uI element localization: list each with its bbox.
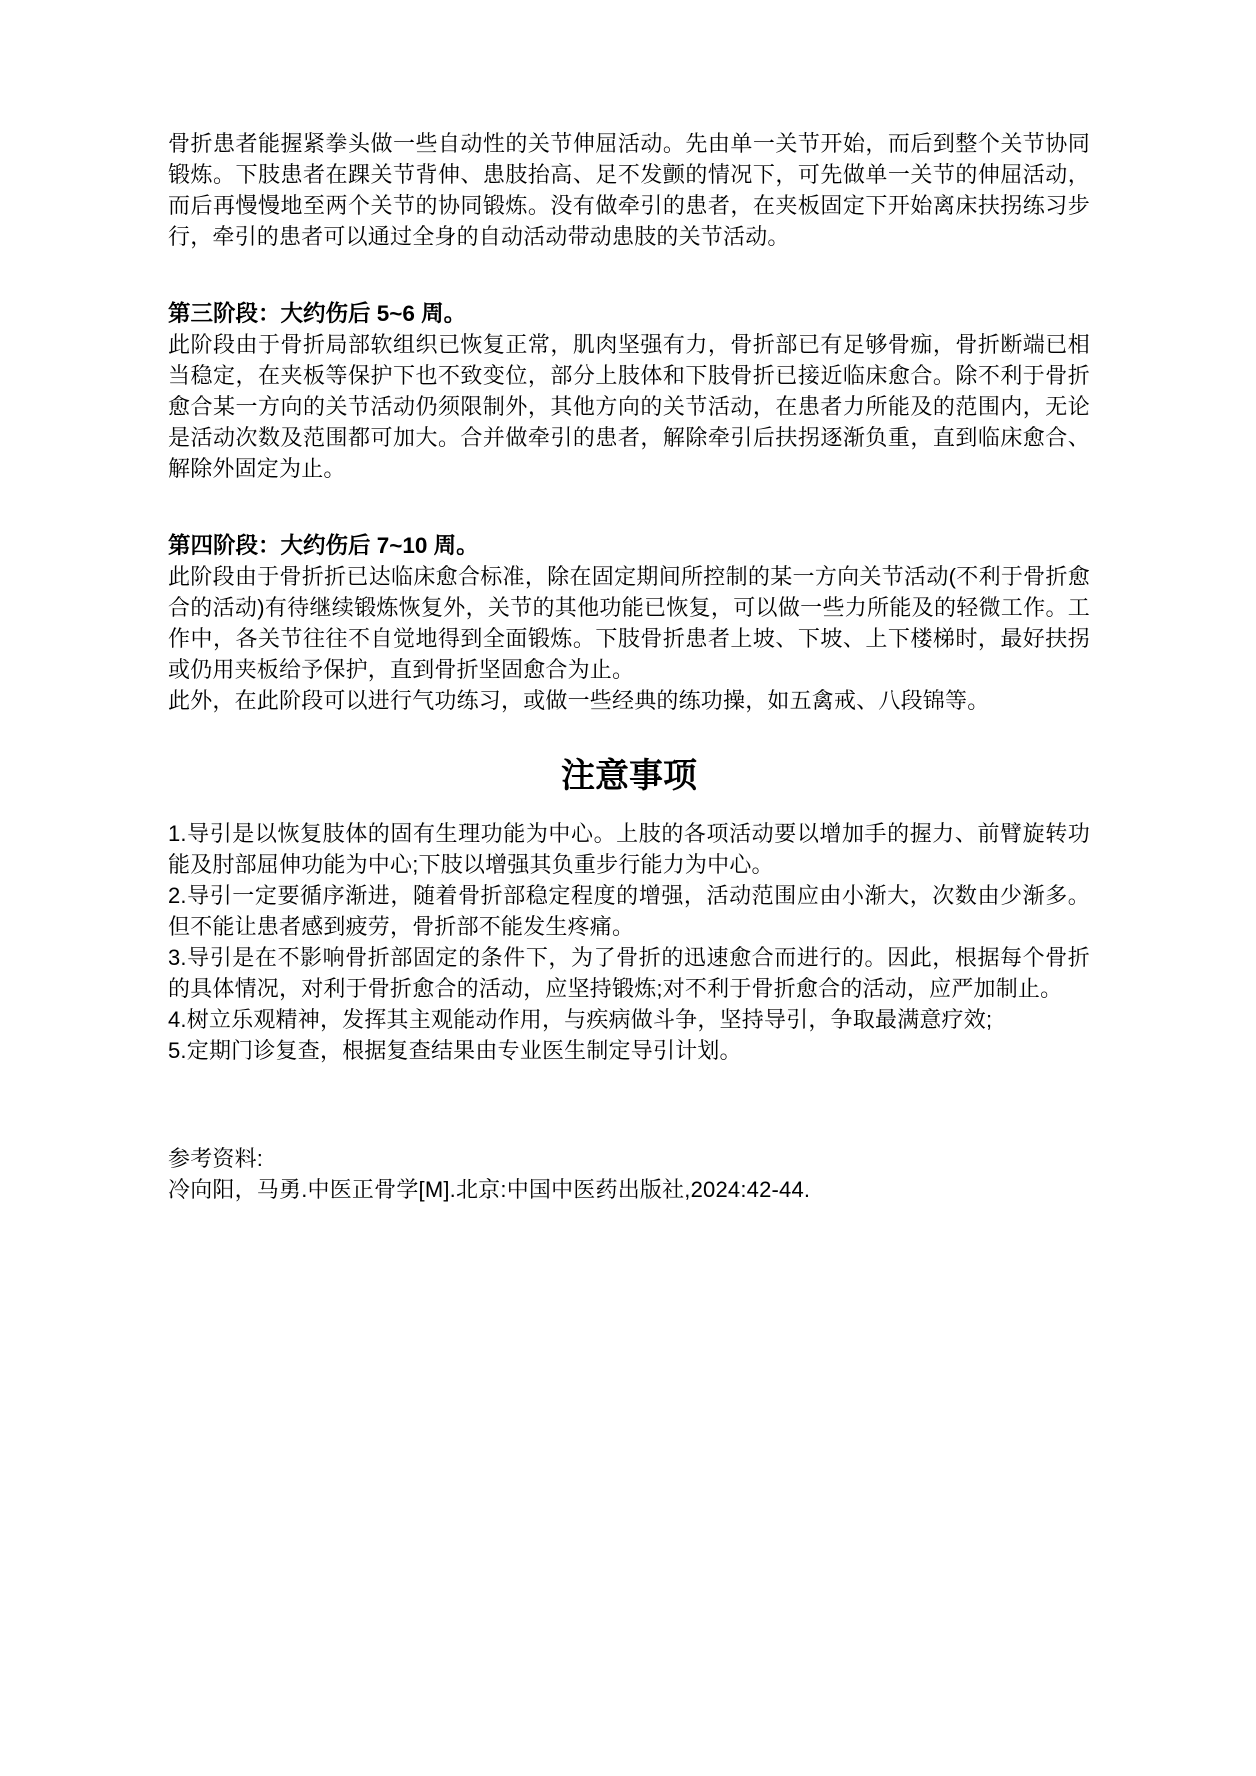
- references-section: [168, 1143, 1090, 1205]
- document-content: [168, 128, 1090, 1205]
- note-item-5: 5.定期门诊复查，根据复查结果由专业医生制定导引计划。: [168, 1038, 742, 1063]
- stage4-heading: 第四阶段：大约伤后 7~10 周。: [168, 533, 479, 558]
- note-item-1: 1.导引是以恢复肢体的固有生理功能为中心。上肢的各项活动要以增加手的握力、前臂旋转功能及肘部屈伸功能为中心;下肢以增强其负重步行能力为中心。: [168, 821, 1090, 877]
- intro-paragraph: 骨折患者能握紧拳头做一些自动性的关节伸屈活动。先由单一关节开始，而后到整个关节协同锻炼。下肢患者在踝关节背伸、患肢抬高、足不发颤的情况下，可先做单一关节的伸屈活动，而后再慢慢地至两个关节的协同锻炼。没有做牵引的患者，在夹板固定下开始离床扶拐练习步行，牵引的患者可以通过全身的自动活动带动患肢的关节活动。: [168, 131, 1090, 249]
- notes-heading: 注意事项: [561, 757, 697, 795]
- stage4-extra-paragraph: 此外，在此阶段可以进行气功练习，或做一些经典的练功操，如五禽戒、八段锦等。: [168, 688, 990, 713]
- references-label: 参考资料:: [168, 1146, 264, 1171]
- note-item-2: 2.导引一定要循序渐进，随着骨折部稳定程度的增强，活动范围应由小渐大，次数由少渐多。但不能让患者感到疲劳，骨折部不能发生疼痛。: [168, 883, 1090, 939]
- stage3-paragraph: 此阶段由于骨折局部软组织已恢复正常，肌肉坚强有力，骨折部已有足够骨痂，骨折断端已相当稳定，在夹板等保护下也不致变位，部分上肢体和下肢骨折已接近临床愈合。除不利于骨折愈合某一方向的关节活动仍须限制外，其他方向的关节活动，在患者力所能及的范围内，无论是活动次数及范围都可加大。合并做牵引的患者，解除牵引后扶拐逐渐负重，直到临床愈合、解除外固定为止。: [168, 332, 1090, 481]
- note-item-4: 4.树立乐观精神，发挥其主观能动作用，与疾病做斗争，坚持导引，争取最满意疗效;: [168, 1007, 993, 1032]
- stage3-heading: 第三阶段：大约伤后 5~6 周。: [168, 301, 467, 326]
- references-citation: 冷向阳，马勇.中医正骨学[M].北京:中国中医药出版社,2024:42-44.: [168, 1177, 811, 1202]
- stage4-paragraph: 此阶段由于骨折折已达临床愈合标准，除在固定期间所控制的某一方向关节活动(不利于骨折愈合的活动)有待继续锻炼恢复外，关节的其他功能已恢复，可以做一些力所能及的轻微工作。工作中，各关节往往不自觉地得到全面锻炼。下肢骨折患者上坡、下坡、上下楼梯时，最好扶拐或仍用夹板给予保护，直到骨折坚固愈合为止。: [168, 564, 1090, 682]
- note-item-3: 3.导引是在不影响骨折部固定的条件下，为了骨折的迅速愈合而进行的。因此，根据每个骨折的具体情况，对利于骨折愈合的活动，应坚持锻炼;对不利于骨折愈合的活动，应严加制止。: [168, 945, 1090, 1001]
